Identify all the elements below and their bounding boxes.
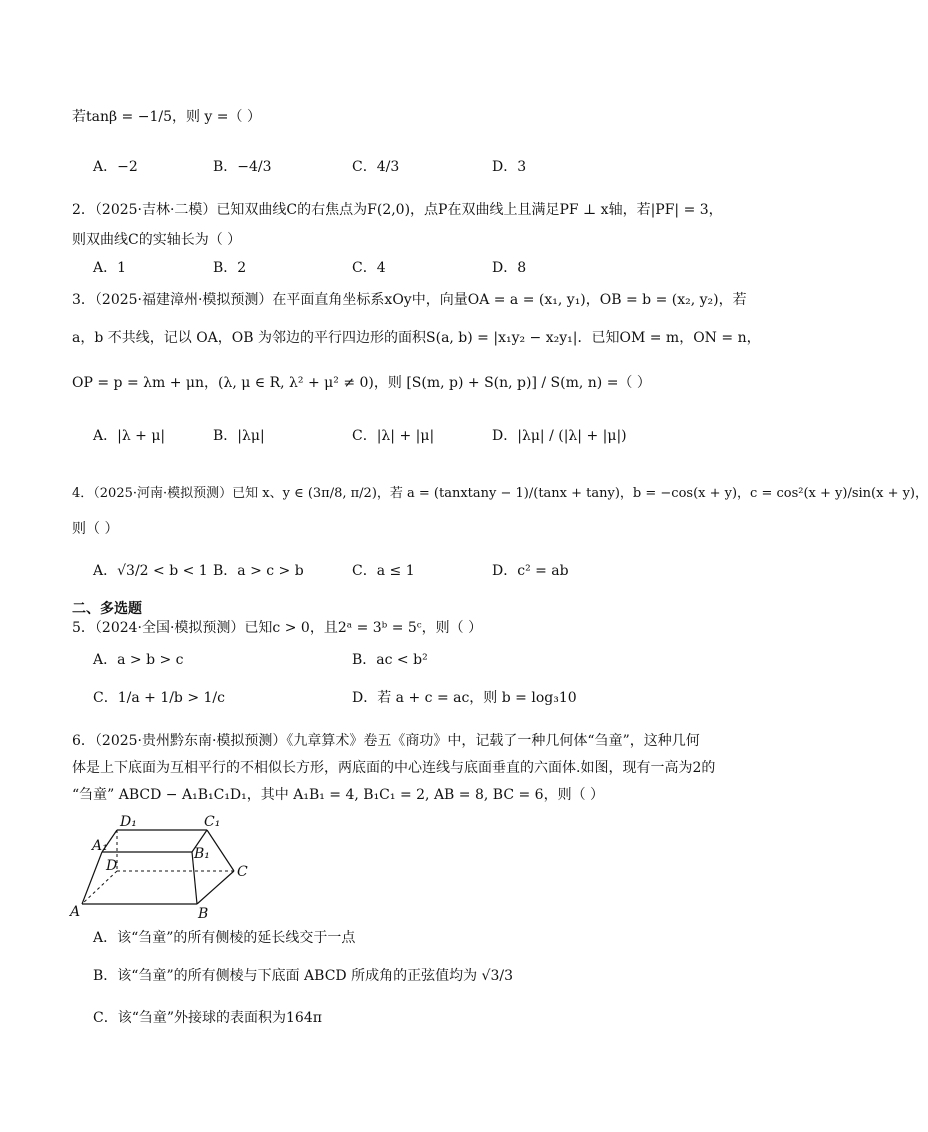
label-a1: A₁ (92, 838, 108, 854)
label-c: C (237, 864, 248, 880)
q4-option-d: D．c² = ab (492, 563, 569, 579)
q5-option-b: B．ac < b² (352, 652, 428, 668)
q2-stem-line1: 2．（2025·吉林·二模）已知双曲线C的右焦点为F(2,0)，点P在双曲线上且满足PF ⊥ x轴，若|PF| = 3， (72, 202, 723, 218)
q1-continuation: 若tanβ = −1/5，则 y =（ ） (72, 109, 261, 125)
q1-option-a: A．−2 (93, 159, 138, 175)
q2-stem-line2: 则双曲线C的实轴长为（ ） (72, 232, 242, 248)
q4-option-a: A．√3/2 < b < 1 (93, 563, 208, 579)
q5-stem: 5．（2024·全国·模拟预测）已知c > 0，且2ᵃ = 3ᵇ = 5ᶜ，则（ ） (72, 620, 483, 636)
q3-stem-line1: 3．（2025·福建漳州·模拟预测）在平面直角坐标系xOy中，向量OA = a = (x₁, y₁)，OB = b = (x₂, y₂)，若 (72, 292, 747, 308)
q5-option-d: D．若 a + c = ac，则 b = log₃10 (352, 690, 577, 706)
edge-da-hidden (82, 871, 117, 904)
chutong-figure (70, 812, 270, 922)
q4-stem-line1: 4．（2025·河南·模拟预测）已知 x、y ∈ (3π/8, π/2)，若 a = (tanxtany − 1)/(tanx + tany)，b = −cos(x + y)，c = cos²(x + y)/sin(x + y)， (72, 486, 928, 501)
q3-option-b: B．|λμ| (213, 428, 265, 444)
q1-option-d: D．3 (492, 159, 527, 175)
q4-option-b: B．a > c > b (213, 563, 304, 579)
label-c1: C₁ (204, 814, 221, 830)
q2-option-b: B．2 (213, 260, 247, 276)
section-heading-multi-choice: 二、多选题 (72, 601, 142, 617)
edge-bc (197, 871, 234, 904)
q5-option-a: A．a > b > c (93, 652, 184, 668)
q5-option-c: C．1/a + 1/b > 1/c (93, 690, 225, 706)
edge-a1a (82, 852, 102, 904)
q1-option-c: C．4/3 (352, 159, 400, 175)
q2-option-a: A．1 (93, 260, 127, 276)
q2-option-c: C．4 (352, 260, 386, 276)
q3-option-d: D．|λμ| / (|λ| + |μ|) (492, 428, 627, 444)
q6-stem-line1: 6．（2025·贵州黔东南·模拟预测）《九章算术》卷五《商功》中，记载了一种几何体“刍童”，这种几何 (72, 733, 700, 749)
q3-stem-line2: a，b 不共线，记以 OA，OB 为邻边的平行四边形的面积S(a, b) = |x₁y₂ − x₂y₁|．已知OM = m，ON = n， (72, 330, 761, 346)
label-b: B (198, 906, 209, 922)
edge-c1c (207, 830, 234, 871)
label-b1: B₁ (194, 846, 210, 862)
label-d1: D₁ (120, 814, 137, 830)
q6-stem-line2: 体是上下底面为互相平行的不相似长方形，两底面的中心连线与底面垂直的六面体.如图，现有一高为2的 (72, 760, 716, 776)
q4-option-c: C．a ≤ 1 (352, 563, 415, 579)
q3-option-a: A．|λ + μ| (93, 428, 166, 444)
q6-option-b: B．该“刍童”的所有侧棱与下底面 ABCD 所成角的正弦值均为 √3/3 (93, 968, 513, 984)
q6-option-a: A．该“刍童”的所有侧棱的延长线交于一点 (93, 930, 356, 946)
q3-option-c: C．|λ| + |μ| (352, 428, 435, 444)
label-a: A (70, 904, 81, 920)
q2-option-d: D．8 (492, 260, 527, 276)
q6-option-c: C．该“刍童”外接球的表面积为164π (93, 1010, 322, 1026)
label-d: D (106, 858, 118, 874)
chutong-diagram (70, 812, 270, 922)
q4-stem-line2: 则（ ） (72, 521, 119, 537)
q1-option-b: B．−4/3 (213, 159, 272, 175)
q6-stem-line3: “刍童” ABCD − A₁B₁C₁D₁，其中 A₁B₁ = 4, B₁C₁ = 2, AB = 8, BC = 6，则（ ） (72, 787, 605, 803)
q3-stem-line3: OP = p = λm + μn，(λ, μ ∈ R, λ² + μ² ≠ 0)，则 [S(m, p) + S(n, p)] / S(m, n) =（ ） (72, 375, 651, 391)
